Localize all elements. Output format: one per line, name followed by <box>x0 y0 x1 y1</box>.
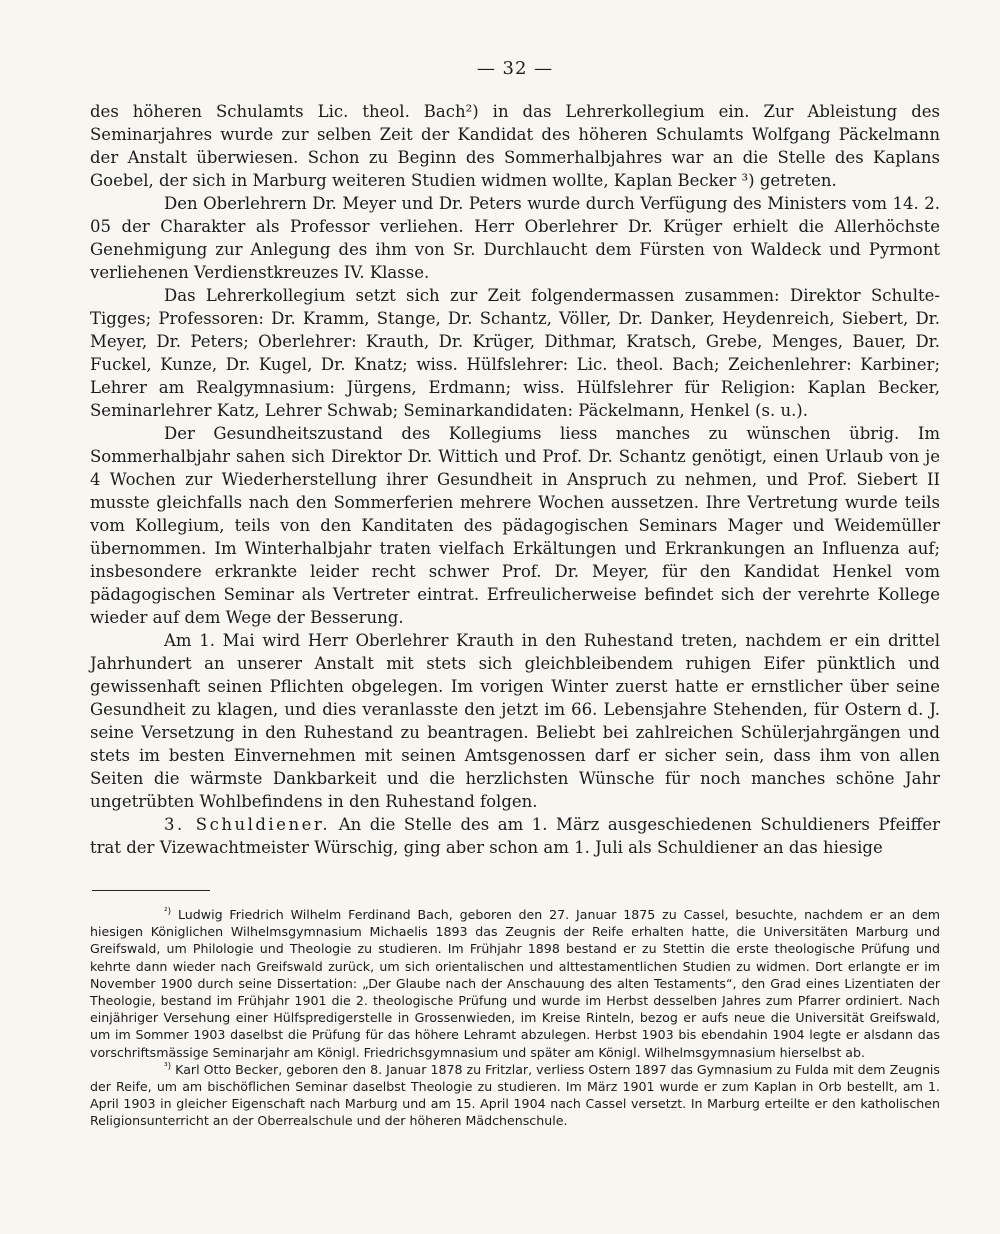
paragraph-staff-list: Das Lehrerkollegium setzt sich zur Zeit folgendermassen zusammen: Direktor Schulte-Tigges; Professoren: Dr. Kramm, Stange, Dr. Schantz, Völler, Dr. Danker, Heydenreich, Siebert, Dr. Meyer, Dr. Peters; Oberlehrer: Krauth, Dr. Krüger, Dithmar, Kratsch, Grebe, Menges, Bauer, Dr. Fuckel, Kunze, Dr. Kugel, Dr. Knatz; wiss. Hülfslehrer: Lic. theol. Bach; Zeichenlehrer: Karbiner; Lehrer am Realgymnasium: Jürgens, Erdmann; wiss. Hülfslehrer für Religion: Kaplan Becker, Seminarlehrer Katz, Lehrer Schwab; Seminarkandidaten: Päckelmann, Henkel (s. u.). <box>90 286 940 420</box>
schuldiener-text: An die Stelle des am 1. März ausgeschiedenen Schuldieners Pfeiffer trat der Vizewachtmeister Würschig, ging aber schon am 1. Juli als Schuldiener an das hiesige <box>90 815 940 857</box>
main-text <box>90 100 940 859</box>
footnote-bach-text: Ludwig Friedrich Wilhelm Ferdinand Bach, geboren den 27. Januar 1875 zu Cassel, besuchte, nachdem er an dem hiesigen Königlichen Wilhelmsgymnasium Michaelis 1893 das Zeugnis der Reife erhalten hatte, die Universitäten Marburg und Greifswald, um Philologie und Theologie zu studieren. Im Frühjahr 1898 bestand er zu Stettin die erste theologische Prüfung und kehrte dann wieder nach Greifswald zurück, um sich orientalischen und alttestamentlichen Studien zu widmen. Dort erlangte er im November 1900 durch seine Dissertation: „Der Glaube nach der Anschauung des alten Testaments“, den Grad eines Lizentiaten der Theologie, bestand im Frühjahr 1901 die 2. theologische Prüfung und wurde im Herbst desselben Jahres zum Pfarrer ordiniert. Nach einjähriger Versehung einer Hülfspredigerstelle in Grossenwieden, im Kreise Rinteln, bezog er aufs neue die Universität Greifswald, um im Sommer 1903 daselbst die Prüfung für das höhere Lehramt abzulegen. Herbst 1903 bis ebendahin 1904 legte er alsdann das vorschriftsmässige Seminarjahr am Königl. Friedrichsgymnasium und später am Königl. Wilhelmsgymnasium hierselbst ab. <box>90 907 940 1060</box>
section-heading-schuldiener: 3. Schuldiener. <box>164 815 331 834</box>
footnote-divider <box>92 890 210 891</box>
paragraph-health: Der Gesundheitszustand des Kollegiums liess manches zu wünschen übrig. Im Sommerhalbjahr sahen sich Direktor Dr. Wittich und Prof. Dr. Schantz genötigt, einen Urlaub von je 4 Wochen zur Wiederherstellung ihrer Gesundheit in Anspruch zu nehmen, und Prof. Siebert II musste gleichfalls nach den Sommerferien mehrere Wochen aussetzen. Ihre Vertretung wurde teils vom Kollegium, teils von den Kanditaten des pädagogischen Seminars Mager und Weidemüller übernommen. Im Winterhalbjahr traten vielfach Erkältungen und Erkrankungen an Influenza auf; insbesondere erkrankte leider recht schwer Prof. Dr. Meyer, für den Kandidat Henkel vom pädagogischen Seminar als Vertreter eintrat. Erfreulicherweise befindet sich der verehrte Kollege wieder auf dem Wege der Besserung. <box>90 424 940 627</box>
footnote-marker-3: ³) <box>164 1061 172 1072</box>
paragraph-bach-joins: des höheren Schulamts Lic. theol. Bach²) in das Lehrerkollegium ein. Zur Ableistung des Seminarjahres wurde zur selben Zeit der Kandidat des höheren Schulamts Wolfgang Päckelmann der Anstalt überwiesen. Schon zu Beginn des Sommerhalbjahres war an die Stelle des Kaplans Goebel, der sich in Marburg weiteren Studien widmen wollte, Kaplan Becker ³) getreten. <box>90 102 940 190</box>
page-number: — 32 — <box>476 58 554 79</box>
footnotes <box>90 906 940 1130</box>
footnote-becker-text: Karl Otto Becker, geboren den 8. Januar 1878 zu Fritzlar, verliess Ostern 1897 das Gymnasium zu Fulda mit dem Zeugnis der Reife, um am bischöflichen Seminar daselbst Theologie zu studieren. Im März 1901 wurde er zum Kaplan in Orb bestellt, am 1. April 1903 in gleicher Eigenschaft nach Marburg und am 15. April 1904 nach Cassel versetzt. In Marburg erteilte er den katholischen Religionsunterricht an der Oberrealschule und der höheren Mädchenschule. <box>90 1061 940 1129</box>
document-page <box>90 0 940 1234</box>
footnote-marker-2: ²) <box>164 906 172 917</box>
footnote-bach <box>90 906 940 1061</box>
paragraph-professor-titles: Den Oberlehrern Dr. Meyer und Dr. Peters wurde durch Verfügung des Ministers vom 14. 2. 05 der Charakter als Professor verliehen. Herr Oberlehrer Dr. Krüger erhielt die Allerhöchste Genehmigung zur Anlegung des ihm von Sr. Durchlaucht dem Fürsten von Waldeck und Pyrmont verliehenen Verdienstkreuzes IV. Klasse. <box>90 194 940 282</box>
paragraph-schuldiener <box>90 813 940 859</box>
paragraph-krauth-retirement: Am 1. Mai wird Herr Oberlehrer Krauth in den Ruhestand treten, nachdem er ein drittel Jahrhundert an unserer Anstalt mit stets sich gleichbleibendem ruhigen Eifer pünktlich und gewissenhaft seinen Pflichten obgelegen. Im vorigen Winter zuerst hatte er ernstlicher über seine Gesundheit zu klagen, und dies veranlasste den jetzt im 66. Lebensjahre Stehenden, für Ostern d. J. seine Versetzung in den Ruhestand zu beantragen. Beliebt bei zahlreichen Schülerjahrgängen und stets im besten Einvernehmen mit seinen Amtsgenossen darf er sicher sein, dass ihm von allen Seiten die wärmste Dankbarkeit und die herzlichsten Wünsche für noch manches schöne Jahr ungetrübten Wohlbefindens in den Ruhestand folgen. <box>90 631 940 811</box>
footnote-becker <box>90 1061 940 1130</box>
